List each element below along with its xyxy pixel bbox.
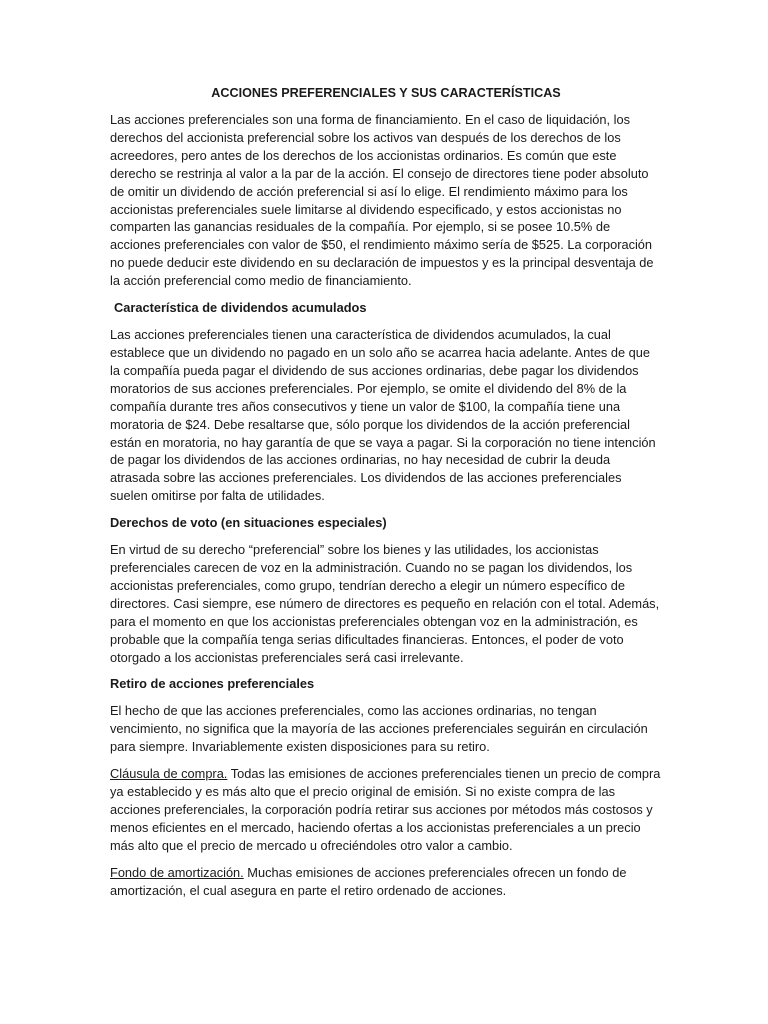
document-title: ACCIONES PREFERENCIALES Y SUS CARACTERÍSTICAS: [211, 86, 561, 100]
clause-term-compra: Cláusula de compra.: [110, 766, 228, 782]
intro-paragraph: Las acciones preferenciales son una forma de financiamiento. En el caso de liquidación, los derechos del accionista preferencial sobre los activos van después de los derechos de los acreedores, pero antes de los derechos de los accionistas ordinarios. Es común que este derecho se restrinja al valor a la par de la acción. El consejo de directores tiene poder absoluto de omitir un dividendo de acción preferencial si así lo elige. El rendimiento máximo para los accionistas preferenciales suele limitarse al dividendo especificado, y estos accionistas no comparten las ganancias residuales de la compañía. Por ejemplo, si se posee 10.5% de acciones preferenciales con valor de $50, el rendimiento máximo sería de $525. La corporación no puede deducir este dividendo en su declaración de impuestos y es la principal desventaja de la acción preferencial como medio de financiamiento.: [110, 112, 654, 289]
section-heading-voto: Derechos de voto (en situaciones especiales): [110, 515, 387, 531]
section-body-retiro: El hecho de que las acciones preferenciales, como las acciones ordinarias, no tengan vencimiento, no significa que la mayoría de las acciones preferenciales seguirán en circulación para siempre. Invariablemente existen disposiciones para su retiro.: [110, 703, 648, 755]
section-body-voto: En virtud de su derecho “preferencial” sobre los bienes y las utilidades, los accionistas preferenciales carecen de voz en la administración. Cuando no se pagan los dividendos, los accionistas preferenciales, como grupo, tendrían derecho a elegir un número específico de directores. Casi siempre, ese número de directores es pequeño en relación con el total. Además, para el momento en que los accionistas preferenciales obtengan voz en la administración, es probable que la compañía tenga serias dificultades financieras. Entonces, el poder de voto otorgado a los accionistas preferenciales será casi irrelevante.: [110, 542, 660, 665]
section-heading-dividendos: Característica de dividendos acumulados: [114, 300, 367, 316]
clause-paragraph-compra: [110, 765, 662, 855]
section-body-dividendos: Las acciones preferenciales tienen una característica de dividendos acumulados, la cual establece que un dividendo no pagado en un solo año se acarrea hacia adelante. Antes de que la compañía pueda pagar el dividendo de sus acciones ordinarias, debe pagar los dividendos moratorios de sus acciones preferenciales. Por ejemplo, se omite el dividendo del 8% de la compañía durante tres años consecutivos y tiene un valor de $100, la compañía tiene una moratoria de $24. Debe resaltarse que, sólo porque los dividendos de la acción preferencial están en moratoria, no hay garantía de que se vaya a pagar. Si la corporación no tiene intención de pagar los dividendos de las acciones ordinarias, no hay necesidad de cubrir la deuda atrasada sobre las acciones preferenciales. Los dividendos de las acciones preferenciales suelen omitirse por falta de utilidades.: [110, 327, 656, 504]
clause-term-amortizacion: Fondo de amortización.: [110, 864, 244, 880]
document-page: [110, 84, 662, 909]
clause-text-amortizacion: Muchas emisiones de acciones preferenciales ofrecen un fondo de amortización, el cual asegura en parte el retiro ordenado de acciones.: [110, 864, 627, 898]
section-heading-retiro: Retiro de acciones preferenciales: [110, 676, 315, 692]
clause-paragraph-amortizacion: [110, 864, 662, 900]
clause-text-compra: Todas las emisiones de acciones preferenciales tienen un precio de compra ya establecido y es más alto que el precio original de emisión. Si no existe compra de las acciones preferenciales, la corporación podría retirar sus acciones por métodos más costosos y menos eficientes en el mercado, haciendo ofertas a los accionistas preferenciales a un precio más alto que el precio de mercado u ofreciéndoles otro valor a cambio.: [110, 766, 661, 853]
